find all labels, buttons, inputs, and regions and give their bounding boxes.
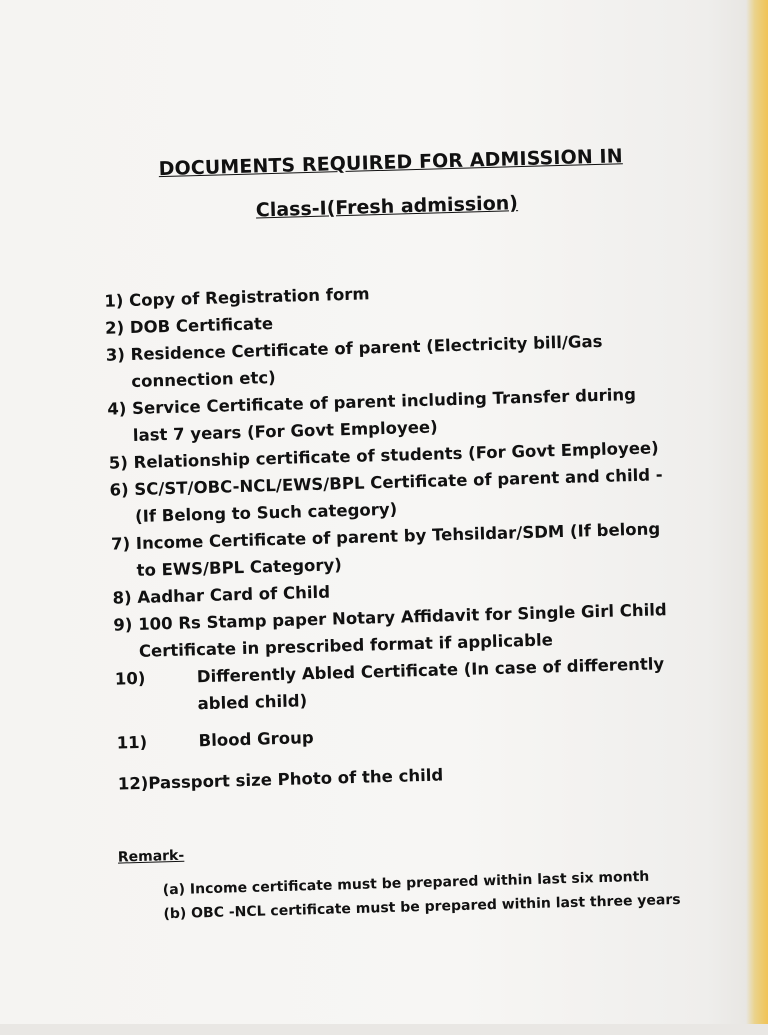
list-item (116, 714, 677, 757)
item-text: Income Certificate of parent by Tehsildar/SDM (If belong to EWS/BPL Category) (135, 519, 661, 580)
item-text: Copy of Registration form (128, 284, 370, 311)
remark-note: (a) Income certificate must be prepared within last six month (162, 868, 650, 899)
document-subtitle: Class-I(Fresh admission) (255, 192, 519, 222)
item-number: 4) (107, 399, 127, 419)
item-number: 6) (109, 480, 129, 500)
item-number: 1) (104, 291, 124, 311)
remark-notes (162, 864, 680, 926)
item-number: 11) (116, 732, 148, 753)
document-title: DOCUMENTS REQUIRED FOR ADMISSION IN (158, 145, 623, 181)
item-text: Relationship certificate of students (For Govt Employee) (133, 438, 659, 472)
item-text: Blood Group (198, 728, 314, 751)
item-text: Differently Abled Certificate (In case of differently abled child) (196, 654, 665, 714)
item-number: 10) (114, 668, 146, 689)
item-text: Passport size Photo of the child (148, 765, 444, 793)
item-text: DOB Certificate (129, 314, 274, 338)
item-number: 8) (112, 588, 132, 608)
item-number: 5) (108, 453, 129, 473)
item-text: Service Certificate of parent including Transfer during last 7 years (For Govt Employee) (131, 384, 637, 445)
item-text: 100 Rs Stamp paper Notary Affidavit for Single Girl Child Certificate in prescribed format if applicable (137, 600, 667, 661)
item-number: 3) (105, 345, 126, 365)
list-item (117, 755, 678, 798)
item-text: Aadhar Card of Child (137, 582, 331, 607)
item-text: SC/ST/OBC-NCL/EWS/BPL Certificate of parent and child -(If Belong to Such category) (134, 465, 663, 526)
item-text: Residence Certificate of parent (Electricity bill/Gas connection etc) (130, 331, 603, 392)
item-number: 12) (117, 773, 149, 794)
item-number: 2) (104, 318, 125, 338)
remark-label: Remark- (117, 847, 185, 866)
item-number: 9) (113, 615, 133, 635)
remark-note: (b) OBC -NCL certificate must be prepared within last three years (163, 891, 681, 923)
item-number: 7) (110, 534, 131, 554)
required-documents-list (104, 272, 678, 797)
